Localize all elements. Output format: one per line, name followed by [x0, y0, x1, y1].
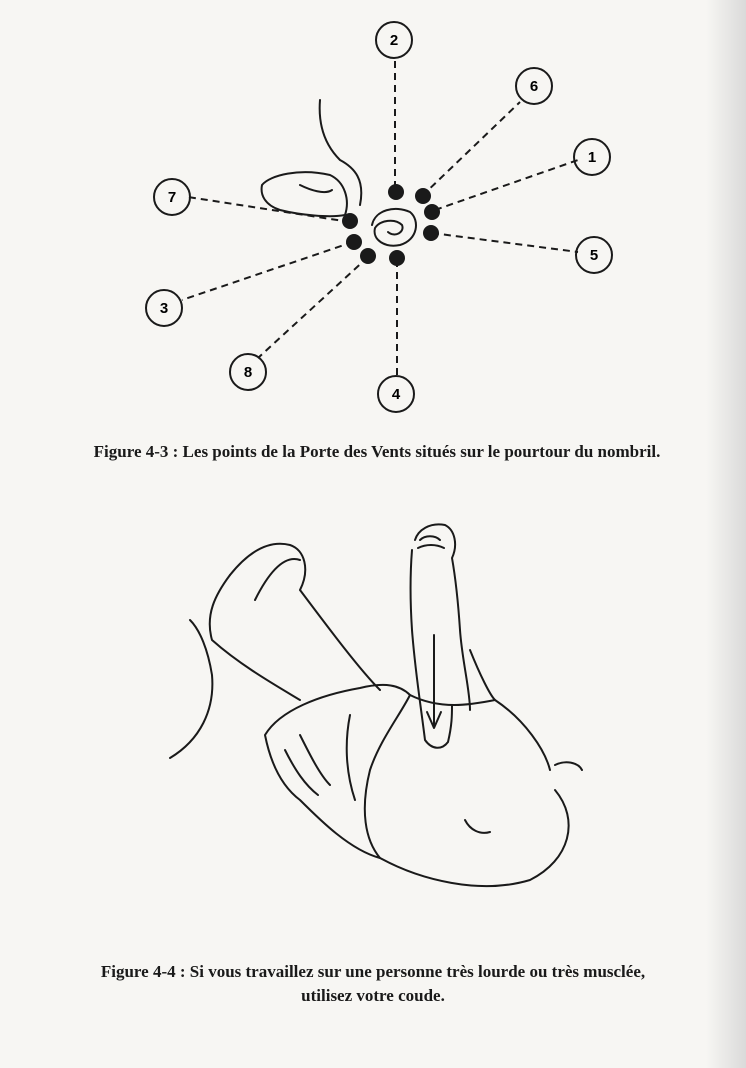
figure-4-4-caption-line-2: utilisez votre coude. [301, 986, 445, 1005]
label-circle-6 [516, 68, 552, 104]
figure-4-3-caption-text: Figure 4-3 : Les points de la Porte des Vents situés sur le pourtour du nombril. [93, 442, 661, 461]
label-circle-1 [574, 139, 610, 175]
point-dot-2 [388, 184, 404, 200]
label-circle-8 [230, 354, 266, 390]
shorts-fold-lines [285, 715, 355, 800]
point-dot-5 [423, 225, 439, 241]
label-circle-4 [378, 376, 414, 412]
label-circle-3 [146, 290, 182, 326]
label-circle-2 [376, 22, 412, 58]
figure-4-4-caption-line-1: Figure 4-4 : Si vous travaillez sur une personne très lourde ou très musclée, [100, 962, 646, 981]
point-dot-1 [424, 204, 440, 220]
point-dot-4 [389, 250, 405, 266]
label-2-text: 2 [389, 32, 399, 49]
label-circle-5 [576, 237, 612, 273]
background-line [470, 650, 495, 700]
figure-4-3-caption [4, 440, 746, 464]
fist-detail [418, 536, 444, 548]
label-1-text: 1 [587, 149, 597, 166]
navel-points-illustration [0, 0, 746, 430]
point-dot-3 [346, 234, 362, 250]
leader-line-7 [188, 197, 350, 222]
label-3-text: 3 [159, 300, 169, 317]
label-circle-7 [154, 179, 190, 215]
leader-line-1 [435, 160, 578, 210]
label-5-text: 5 [589, 247, 599, 264]
torso-drawing [380, 695, 582, 886]
label-6-text: 6 [529, 78, 539, 95]
leader-line-3 [182, 242, 353, 300]
leader-line-6 [422, 102, 520, 196]
shorts-drawing [265, 685, 410, 858]
label-7-text: 7 [167, 189, 177, 206]
leader-line-8 [258, 257, 368, 358]
thumb-drawing [262, 100, 362, 216]
point-dot-8 [360, 248, 376, 264]
point-dot-6 [415, 188, 431, 204]
label-8-text: 8 [243, 364, 253, 381]
label-4-text: 4 [391, 386, 401, 403]
figure-4-4-caption [0, 960, 746, 1008]
point-dot-7 [342, 213, 358, 229]
navel-drawing [372, 209, 416, 246]
elbow-technique-illustration [0, 500, 746, 920]
leg-outline [210, 575, 300, 700]
leader-line-5 [432, 233, 578, 252]
